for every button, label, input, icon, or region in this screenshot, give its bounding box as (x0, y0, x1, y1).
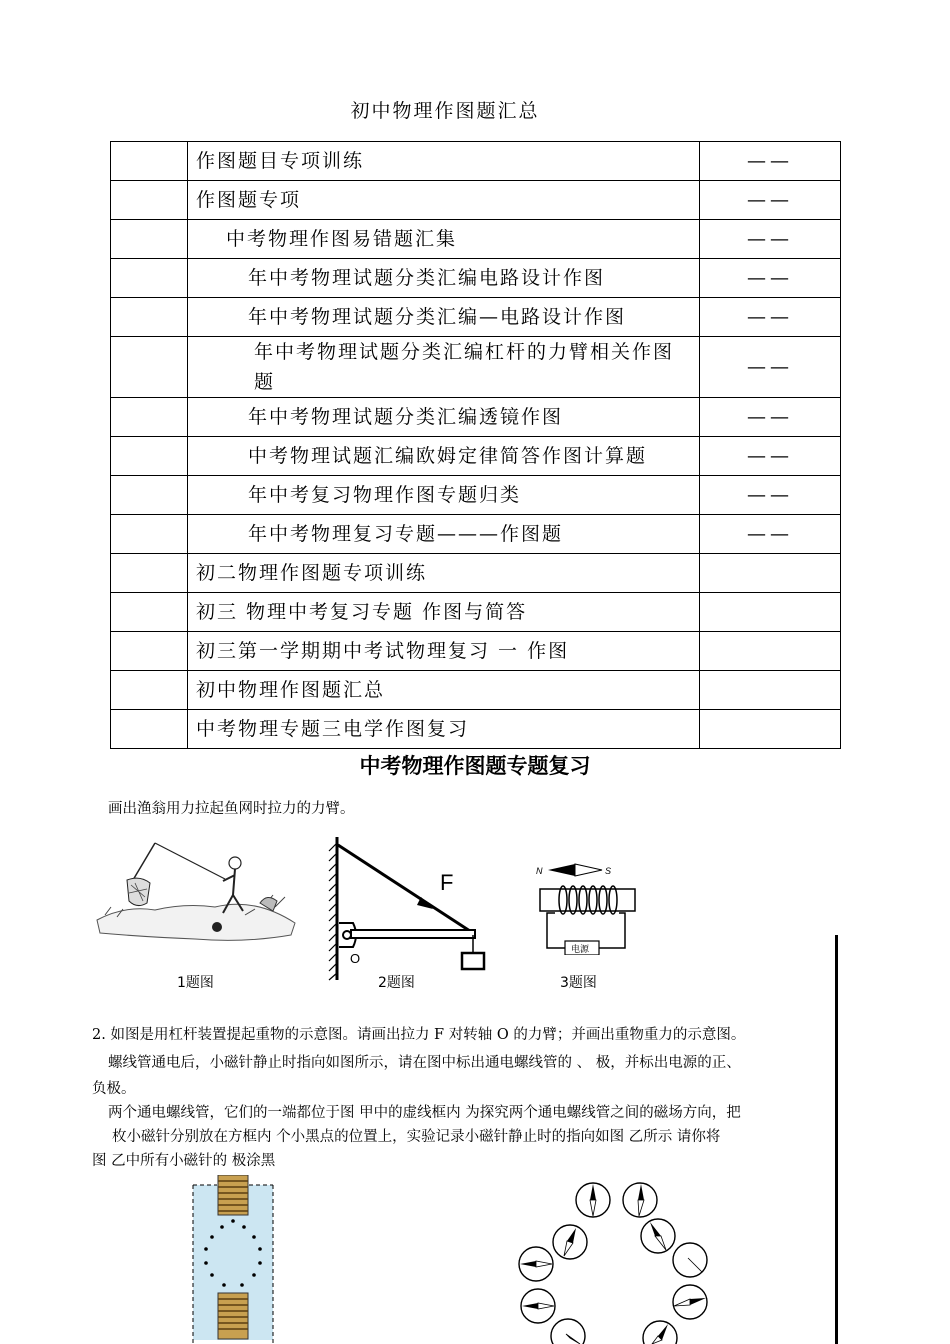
question-2-text: 2. 如图是用杠杆装置提起重物的示意图。请画出拉力 F 对转轴 O 的力臂；并画出重物重力的示意图。 (92, 1027, 746, 1043)
table-of-contents (110, 141, 841, 749)
toc-row (111, 554, 841, 593)
needle-n-label: N (536, 866, 543, 876)
toc-title: 年中考物理试题分类汇编电路设计作图 (188, 259, 700, 298)
toc-title: 初中物理作图题汇总 (188, 671, 700, 710)
question-4-line-2: 枚小磁针分别放在方框内 个小黑点的位置上，实验记录小磁针静止时的指向如图 乙所示 请你将 (112, 1129, 721, 1145)
question-3-line-2: 负极。 (92, 1081, 136, 1097)
pivot-label: O (350, 951, 361, 966)
toc-page (700, 671, 841, 710)
toc-row (111, 142, 841, 181)
toc-title: 初三第一学期期中考试物理复习 一 作图 (188, 632, 700, 671)
toc-title: 年中考复习物理作图专题归类 (188, 476, 700, 515)
toc-row (111, 632, 841, 671)
toc-title: 作图题目专项训练 (188, 142, 700, 181)
toc-page: —— (700, 259, 841, 298)
toc-page (700, 593, 841, 632)
toc-title: 中考物理试题汇编欧姆定律简答作图计算题 (188, 437, 700, 476)
toc-title: 初三 物理中考复习专题 作图与简答 (188, 593, 700, 632)
margin-rule (835, 935, 838, 1344)
two-solenoids-figure (190, 1175, 278, 1344)
lever-figure (325, 835, 500, 983)
toc-page (700, 710, 841, 749)
section-title: 中考物理作图题专题复习 (359, 754, 591, 778)
toc-page: —— (700, 298, 841, 337)
toc-row (111, 259, 841, 298)
toc-title: 年中考物理试题分类汇编透镜作图 (188, 398, 700, 437)
compass-ring-figure (510, 1178, 720, 1344)
question-1-text: 画出渔翁用力拉起鱼网时拉力的力臂。 (108, 801, 355, 817)
solenoid-figure (535, 855, 645, 955)
question-4-line-1: 两个通电螺线管，它们的一端都位于图 甲中的虚线框内 为探究两个通电螺线管之间的磁场方向，把 (108, 1105, 741, 1121)
force-label: F (440, 870, 454, 895)
figure-2-caption: 2题图 (378, 975, 415, 991)
toc-title: 年中考物理复习专题———作图题 (188, 515, 700, 554)
battery-label: 电源 (571, 945, 590, 955)
toc-title: 作图题专项 (188, 181, 700, 220)
question-4-line-3: 图 乙中所有小磁针的 极涂黑 (92, 1153, 276, 1169)
toc-row (111, 298, 841, 337)
toc-row (111, 398, 841, 437)
toc-title: 中考物理专题三电学作图复习 (188, 710, 700, 749)
toc-page: —— (700, 398, 841, 437)
toc-row (111, 710, 841, 749)
figure-3-caption: 3题图 (560, 975, 597, 991)
toc-title: 年中考物理试题分类汇编杠杆的力臂相关作图题 (188, 337, 700, 398)
fisherman-figure (95, 835, 300, 947)
toc-row (111, 337, 841, 398)
toc-page (700, 554, 841, 593)
document-title: 初中物理作图题汇总 (350, 100, 540, 122)
toc-page (700, 632, 841, 671)
toc-row (111, 437, 841, 476)
toc-row (111, 220, 841, 259)
question-3-line-1: 螺线管通电后，小磁针静止时指向如图所示，请在图中标出通电螺线管的 、 极，并标出电源的正、 (108, 1055, 741, 1071)
figure-1-caption: 1题图 (177, 975, 214, 991)
toc-title: 初二物理作图题专项训练 (188, 554, 700, 593)
toc-page: —— (700, 437, 841, 476)
toc-row (111, 515, 841, 554)
toc-page: —— (700, 515, 841, 554)
toc-page: —— (700, 337, 841, 398)
toc-row (111, 181, 841, 220)
toc-title: 年中考物理试题分类汇编—电路设计作图 (188, 298, 700, 337)
toc-page: —— (700, 181, 841, 220)
toc-page: —— (700, 476, 841, 515)
toc-title: 中考物理作图易错题汇集 (188, 220, 700, 259)
toc-page: —— (700, 220, 841, 259)
toc-page: —— (700, 142, 841, 181)
toc-row (111, 593, 841, 632)
needle-s-label: S (605, 866, 612, 876)
toc-row (111, 671, 841, 710)
toc-row (111, 476, 841, 515)
